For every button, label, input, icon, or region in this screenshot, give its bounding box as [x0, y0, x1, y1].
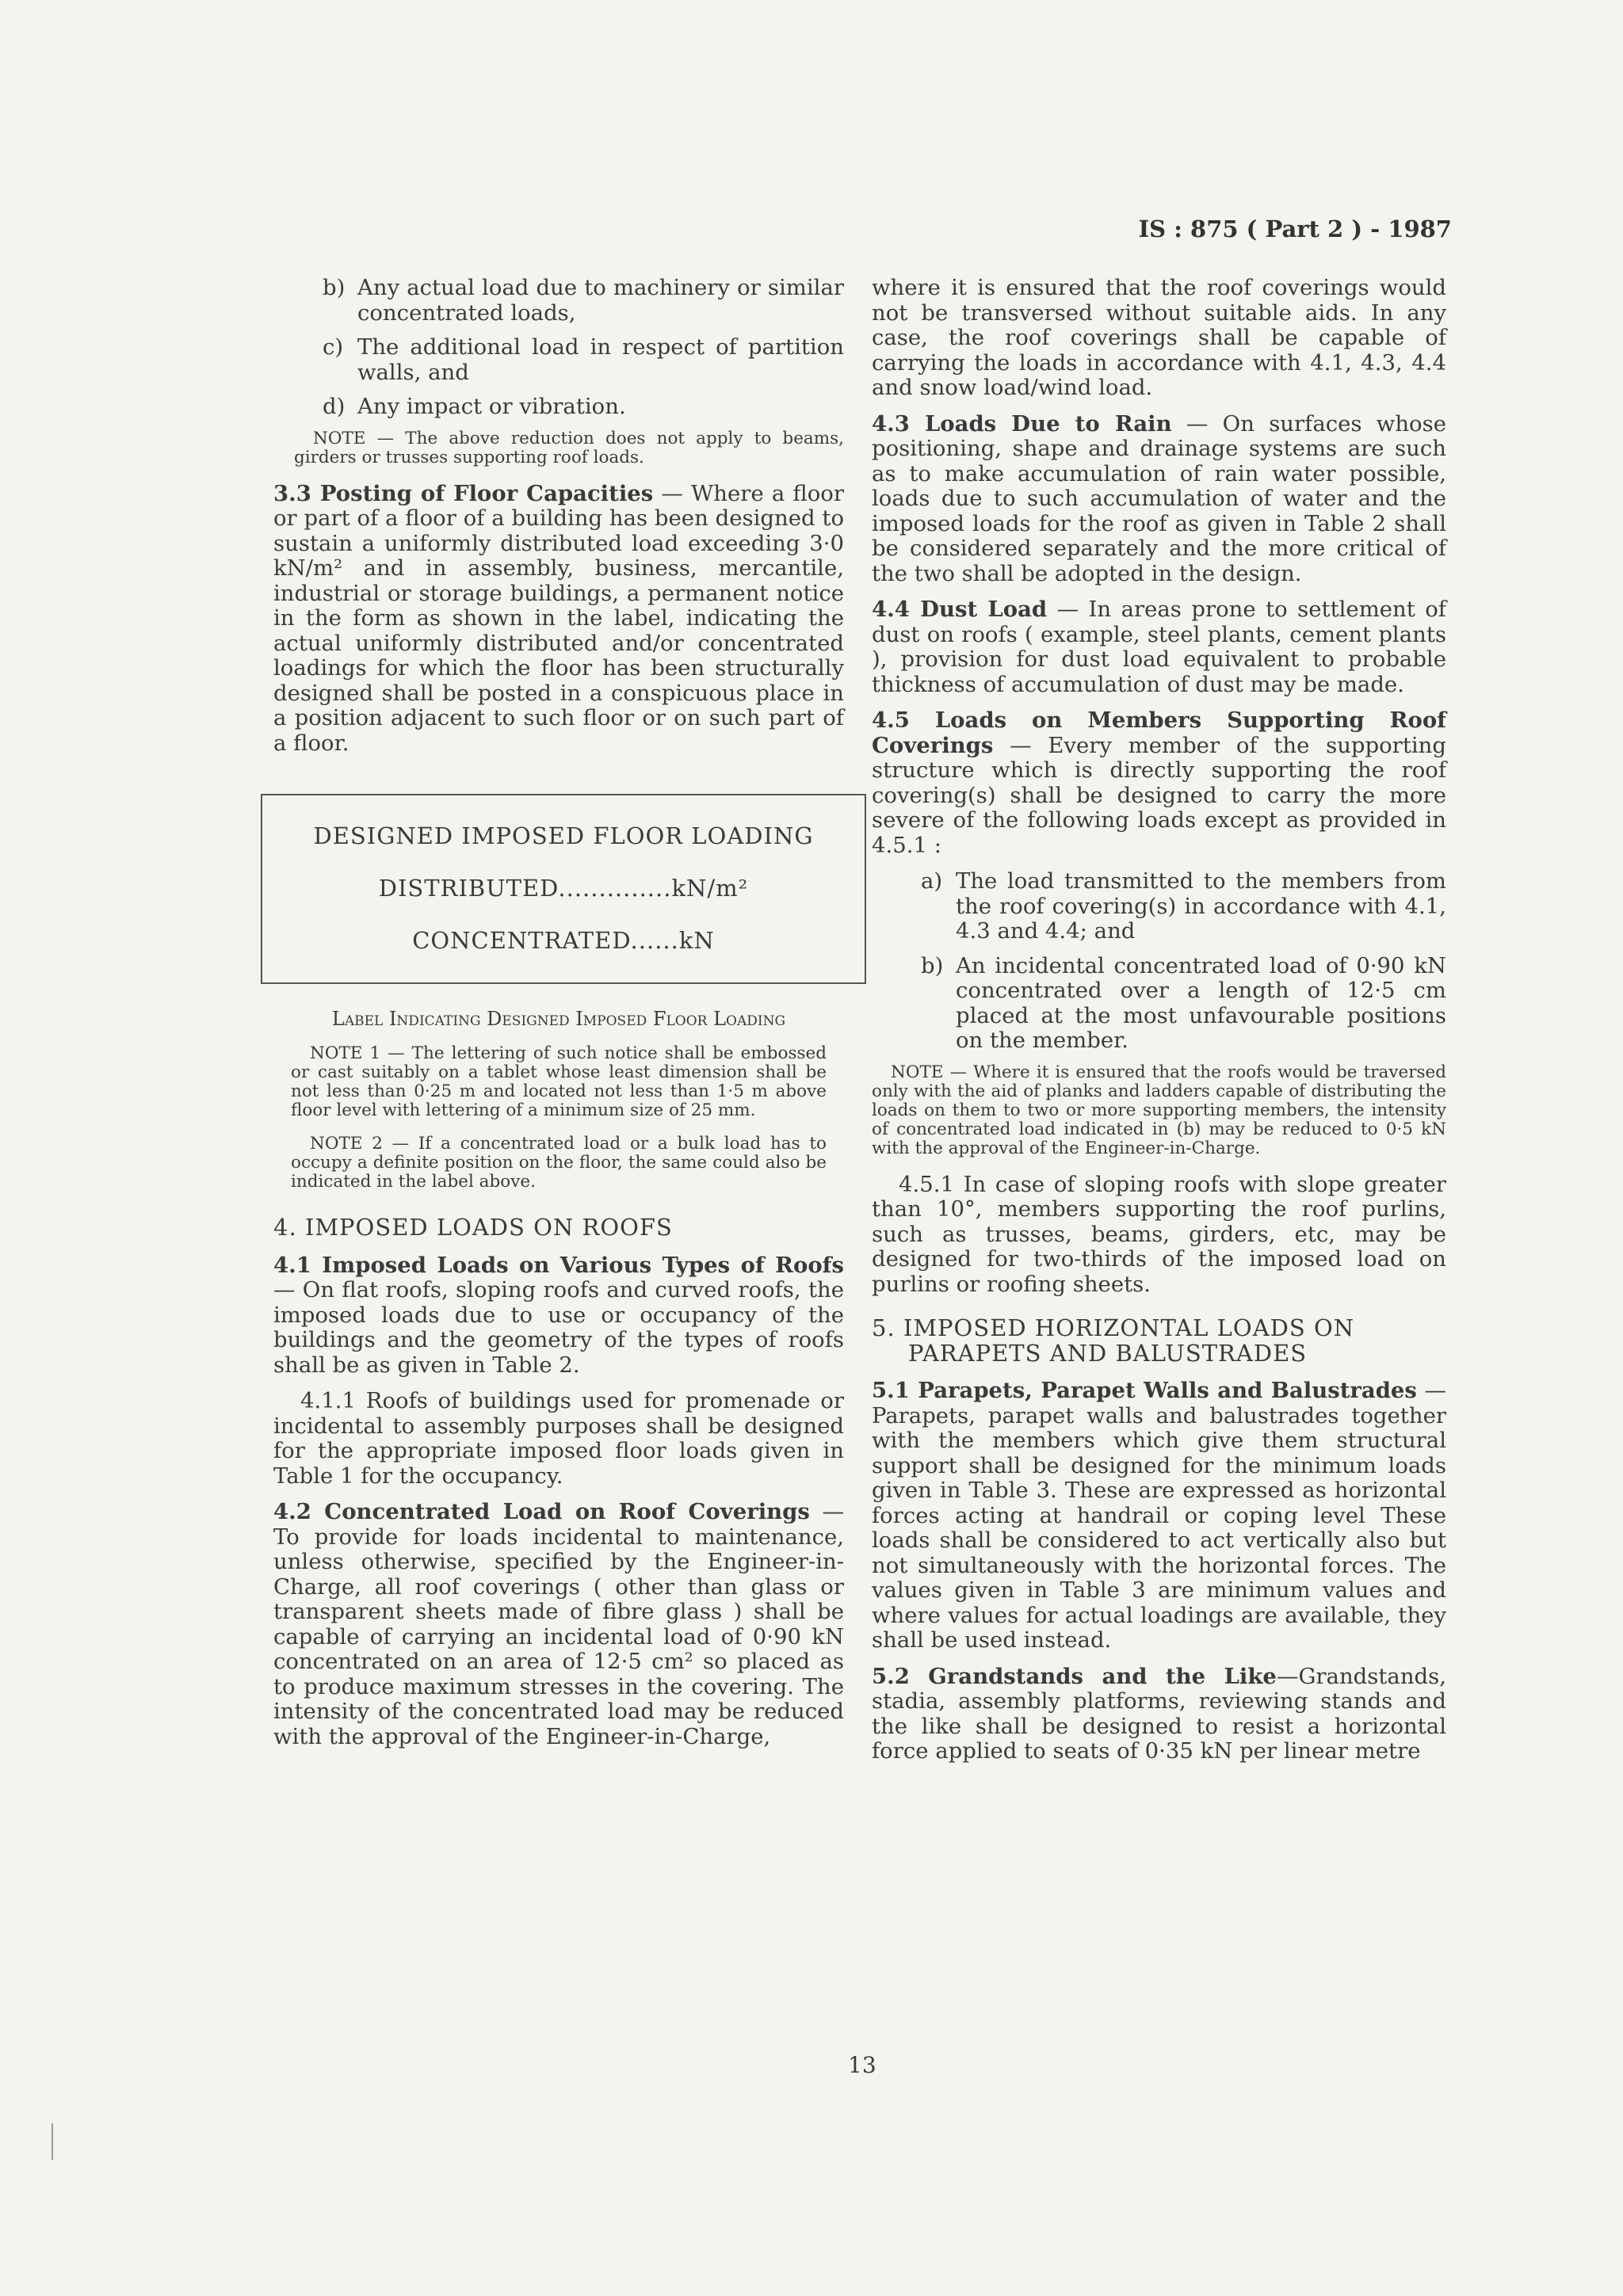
section-4-2-continued: where it is ensured that the roof coverings would not be transversed without suitable aids. In any case, the roof coverings shall be capable of carrying the loads in accordance with 4.1, 4.3, 4.4 and snow load/wind load. [872, 275, 1446, 400]
section-4-5-1: 4.5.1 In case of sloping roofs with slope greater than 10°, members supporting the roof purlins, such as trusses, beams, girders, etc, may be designed for two-thirds of the imposed load on purlins or roofing sheets. [872, 1171, 1446, 1297]
section-5-2: 5.2 Grandstands and the Like—Grandstands, stadia, assembly platforms, reviewing stands and the like shall be designed to resist a horizontal force applied to seats of 0·35 kN per linear metre [872, 1663, 1446, 1764]
section-4-1: 4.1 Imposed Loads on Various Types of Roofs — On flat roofs, sloping roofs and curved roofs, the imposed loads due to use or occupancy of the buildings and the geometry of the types of roofs shall be as given in Table 2. [273, 1252, 844, 1378]
list-left [273, 276, 844, 420]
section-4-3: 4.3 Loads Due to Rain — On surfaces whose positioning, shape and drainage systems are such as to make accumulation of rain water possible, loads due to such accumulation of water and the imposed loads for the roof as given in Table 2 shall be considered separately and the more critical of the two shall be adopted in the design. [872, 410, 1446, 586]
list-item: b) An incidental concentrated load of 0·90 kN concentrated over a length of 12·5 cm placed at the most unfavourable positions on the member. [921, 952, 1446, 1053]
label-caption: Label Indicating Designed Imposed Floor Loading [331, 1008, 786, 1030]
list-item: b) Any actual load due to machinery or similar concentrated loads, [323, 275, 844, 326]
page-number: 13 [848, 2052, 876, 2078]
floor-loading-label-box: DESIGNED IMPOSED FLOOR LOADING DISTRIBUTED..............kN/m² CONCENTRATED......kN [261, 794, 866, 984]
standard-header: IS : 875 ( Part 2 ) - 1987 [1138, 215, 1452, 242]
list-item: d) Any impact or vibration. [323, 394, 626, 419]
list-item: a) The load transmitted to the members from the roof covering(s) in accordance with 4.1, 4.3 and 4.4; and [921, 868, 1446, 944]
section-3-3: 3.3 Posting of Floor Capacities — Where a floor or part of a floor of a building has been designed to sustain a uniformly distributed load exceeding 3·0 kN/m² and in assembly, business, mercantile, industrial or storage buildings, a permanent notice in the form as shown in the label, indicating the actual uniformly distributed and/or concentrated loadings for which the floor has been structurally designed shall be posted in a conspicuous place in a position adjacent to such floor or on such part of a floor. [273, 480, 844, 756]
section-4-2: 4.2 Concentrated Load on Roof Coverings — To provide for loads incidental to maintenance, unless otherwise, specified by the Engineer-in-Charge, all roof coverings ( other than glass or transparent sheets made of fibre glass ) shall be capable of carrying an incidental load of 0·90 kN concentrated on an area of 12·5 cm² so placed as to produce maximum stresses in the covering. The intensity of the concentrated load may be reduced with the approval of the Engineer-in-Charge, [273, 1499, 844, 1749]
section-4-4: 4.4 Dust Load — In areas prone to settlement of dust on roofs ( example, steel plants, cement plants ), provision for dust load equivalent to probable thickness of accumulation of dust may be made. [872, 597, 1446, 697]
section-4-5: 4.5 Loads on Members Supporting Roof Coverings — Every member of the supporting structure which is directly supporting the roof covering(s) shall be designed to carry the more severe of the following loads except as provided in 4.5.1 : [872, 707, 1446, 858]
list-right [872, 869, 1446, 1054]
note-reduction: NOTE — The above reduction does not apply to beams, girders or trusses supporting roof loads. [294, 428, 844, 467]
section-5-1: 5.1 Parapets, Parapet Walls and Balustrades — Parapets, parapet walls and balustrades together with the members which give them structural support shall be designed for the minimum loads given in Table 3. These are expressed as horizontal forces acting at handrail or coping level These loads shall be considered to act vertically also but not simultaneously with the horizontal forces. The values given in Table 3 are minimum values and where values for actual loadings are available, they shall be used instead. [872, 1378, 1446, 1653]
section-4-1-1: 4.1.1 Roofs of buildings used for promenade or incidental to assembly purposes shall be designed for the appropriate imposed floor loads given in Table 1 for the occupancy. [273, 1388, 844, 1489]
section-4-heading: 4. IMPOSED LOADS ON ROOFS [273, 1214, 673, 1241]
margin-mark [52, 2123, 53, 2160]
note-2: NOTE 2 — If a concentrated load or a bulk load has to occupy a definite position on the floor, the same could also be indicated in the label above. [291, 1134, 827, 1192]
label-notes [273, 1044, 844, 1192]
section-5-heading: 5. IMPOSED HORIZONTAL LOADS ON PARAPETS AND BALUSTRADES [872, 1314, 1355, 1367]
left-column [273, 276, 844, 1760]
note-1: NOTE 1 — The lettering of such notice shall be embossed or cast suitably on a tablet whose least dimension shall be not less than 0·25 m and located not less than 1·5 m above floor level with lettering of a minimum size of 25 mm. [291, 1043, 827, 1120]
note-roofs: NOTE — Where it is ensured that the roofs would be traversed only with the aid of planks and ladders capable of distributing the loads on them to two or more supporting members, the intensity of concentrated load indicated in (b) may be reduced to 0·5 kN with the approval of the Engineer-in-Charge. [872, 1062, 1446, 1158]
right-column [872, 276, 1446, 1775]
list-item: c) The additional load in respect of partition walls, and [323, 334, 844, 385]
